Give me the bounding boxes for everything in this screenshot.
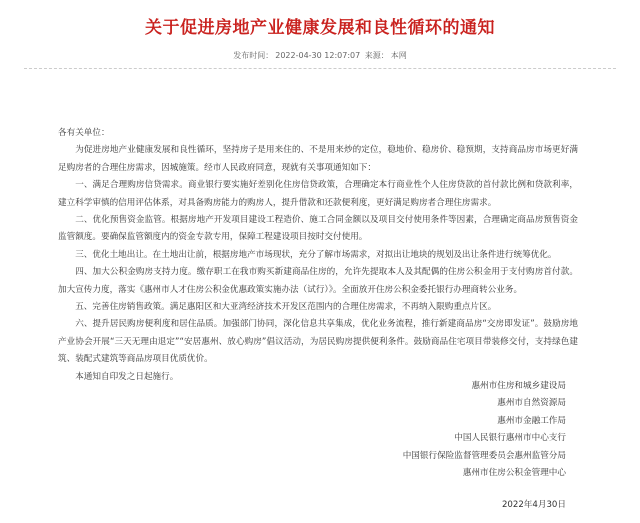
issue-date: 2022年4月30日 [501,500,566,511]
notice-body [58,125,578,386]
notice-title: 关于促进房地产业健康发展和良性循环的通知 [145,18,495,38]
signatory: 惠州市金融工作局 [497,415,566,426]
source-label: 来源： [364,51,389,60]
signatory: 惠州市住房和城乡建设局 [471,381,566,391]
header-divider [24,68,616,69]
signatory: 中国银行保险监督管理委员会惠州监管分局 [402,450,566,461]
signatory: 惠州市住房公积金管理中心 [462,468,566,479]
paragraph-3: 三、优化土地出让。在土地出让前，根据房地产市场现状，充分了解市场需求，对拟出让地块的规划及出让条件进行统筹优化。 [75,249,557,260]
source-value: 本网 [390,51,407,60]
salutation: 各有关单位： [58,128,110,138]
paragraph-1: 一、满足合理购房信贷需求。商业银行要实施好差别化住房信贷政策，合理确定本行商业性个人住房贷款的首付款比例和贷款利率，建立科学审慎的信用评估体系，对具备购房能力的购房人，提升借款和还款便利度，更好满足购房者合理住房需求。 [58,180,578,208]
publish-time: 2022-04-30 12:07:07 [275,51,361,60]
paragraph-2: 二、优化预售资金监管。根据房地产开发项目建设工程造价、施工合同金额以及项目交付使用条件等因素，合理确定商品房预售资金监管额度。要确保监管额度内的资金专款专用，保障工程建设项目按时交付使用。 [58,215,578,243]
publish-label: 发布时间： [233,51,274,60]
signatory: 惠州市自然资源局 [497,398,566,409]
publish-meta [0,50,640,61]
paragraph-closing: 本通知自印发之日起施行。 [75,371,179,382]
paragraph-4: 四、加大公积金购房支持力度。缴存职工在我市购买新建商品住房的，允许先提取本人及其配偶的住房公积金用于支付购房首付款。加大宣传力度，落实《惠州市人才住房公积金优惠政策实施办法（试行）》。全面放开住房公积金委托银行办理商转公业务。 [58,267,578,295]
signatory-block [403,378,566,515]
paragraph-5: 五、完善住房销售政策。满足惠阳区和大亚湾经济技术开发区范围内的合理住房需求，不再纳入限购重点片区。 [75,302,497,313]
paragraph-6: 六、提升居民购房便利度和居住品质。加强部门协同，深化信息共享集成，优化业务流程，推行新建商品房“交房即发证”。鼓励房地产业协会开展“三天无理由退定”“安居惠州、放心购房”倡议活动，为居民购房提供便利条件。鼓励商品住宅项目带装修交付，支持绿色建筑、装配式建筑等商品房项目优质优价。 [58,319,578,365]
signatory: 中国人民银行惠州市中心支行 [454,433,566,444]
paragraph-intro: 为促进房地产业健康发展和良性循环，坚持房子是用来住的、不是用来炒的定位，稳地价、稳房价、稳预期，支持商品房市场更好满足购房者的合理住房需求，因城施策。经市人民政府同意，现就有关事项通知如下： [58,145,578,173]
